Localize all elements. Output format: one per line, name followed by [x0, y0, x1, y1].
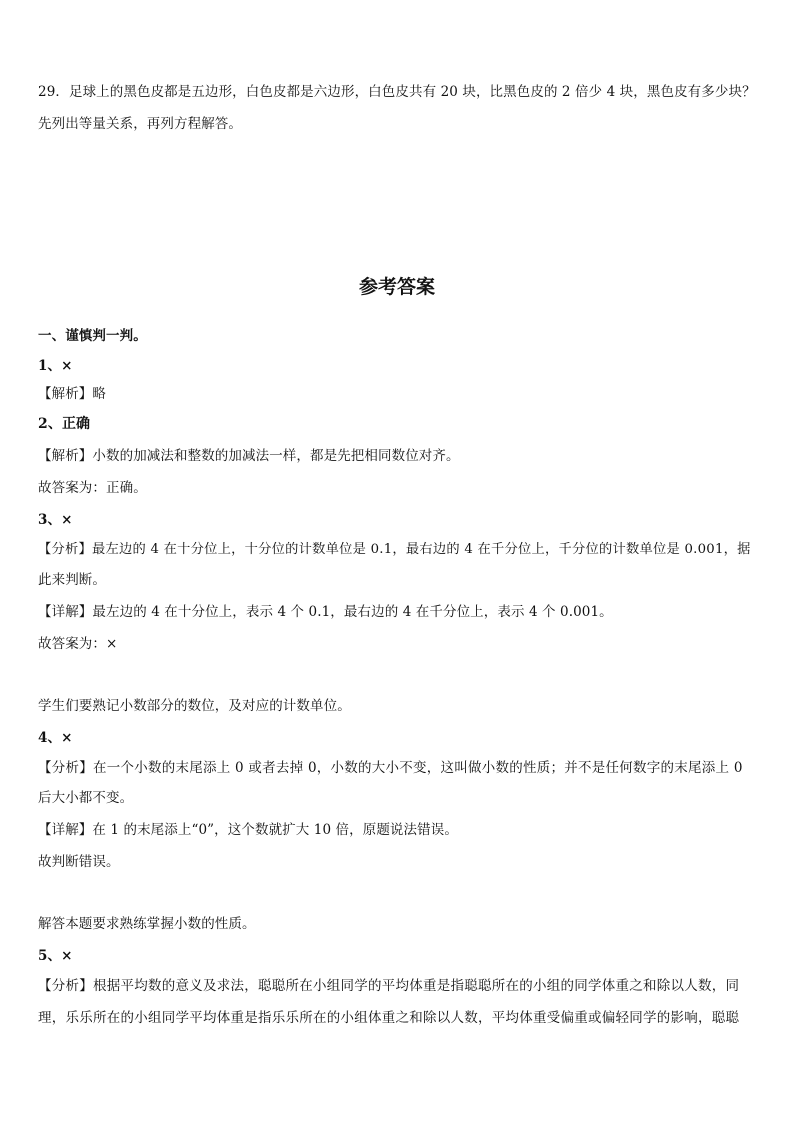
- answer-3-conclusion: 故答案为：×: [38, 636, 118, 652]
- answer-2-analysis: 【解析】小数的加减法和整数的加减法一样，都是先把相同数位对齐。: [38, 448, 460, 464]
- question-29-line-1: 29．足球上的黑色皮都是五边形，白色皮都是六边形，白色皮共有 20 块，比黑色皮的 2 倍少 4 块，黑色皮有多少块？: [38, 84, 756, 100]
- answer-5-analysis-line-1: 【分析】根据平均数的意义及求法，聪聪所在小组同学的平均体重是指聪聪所在的小组的同学体重之和除以人数，同: [38, 978, 740, 994]
- answer-3-analysis-line-1: 【分析】最左边的 4 在十分位上，十分位的计数单位是 0.1，最右边的 4 在千分位上，千分位的计数单位是 0.001，据: [38, 542, 751, 557]
- answer-3-detail: 【详解】最左边的 4 在十分位上，表示 4 个 0.1，最右边的 4 在千分位上，表示 4 个 0.001。: [38, 604, 613, 620]
- answer-3-analysis-line-2: 此来判断。: [38, 572, 106, 588]
- answer-5-analysis-line-2: 理，乐乐所在的小组同学平均体重是指乐乐所在的小组体重之和除以人数，平均体重受偏重或偏轻同学的影响，聪聪: [38, 1010, 740, 1026]
- answers-title: 参考答案: [358, 276, 435, 298]
- answer-1-analysis: 【解析】略: [38, 386, 106, 402]
- answer-4-note: 解答本题要求熟练掌握小数的性质。: [38, 916, 256, 932]
- answer-2-conclusion: 故答案为：正确。: [38, 480, 147, 496]
- answer-4-number: 4、×: [38, 730, 73, 746]
- answer-5-number: 5、×: [38, 948, 73, 964]
- answer-4-analysis-line-1: 【分析】在一个小数的末尾添上 0 或者去掉 0，小数的大小不变，这叫做小数的性质；并不是任何数字的末尾添上 0: [38, 760, 743, 776]
- answer-2-number: 2、正确: [38, 416, 91, 432]
- answer-4-detail: 【详解】在 1 的末尾添上“0”，这个数就扩大 10 倍，原题说法错误。: [38, 822, 458, 838]
- question-29-line-2: 先列出等量关系，再列方程解答。: [38, 116, 242, 132]
- answer-3-number: 3、×: [38, 512, 73, 528]
- answer-3-note: 学生们要熟记小数部分的数位，及对应的计数单位。: [38, 698, 351, 714]
- answer-4-analysis-line-2: 后大小都不变。: [38, 790, 134, 806]
- answer-1-number: 1、×: [38, 358, 73, 374]
- section-heading: 一、谨慎判一判。: [38, 328, 147, 344]
- answer-4-conclusion: 故判断错误。: [38, 854, 120, 870]
